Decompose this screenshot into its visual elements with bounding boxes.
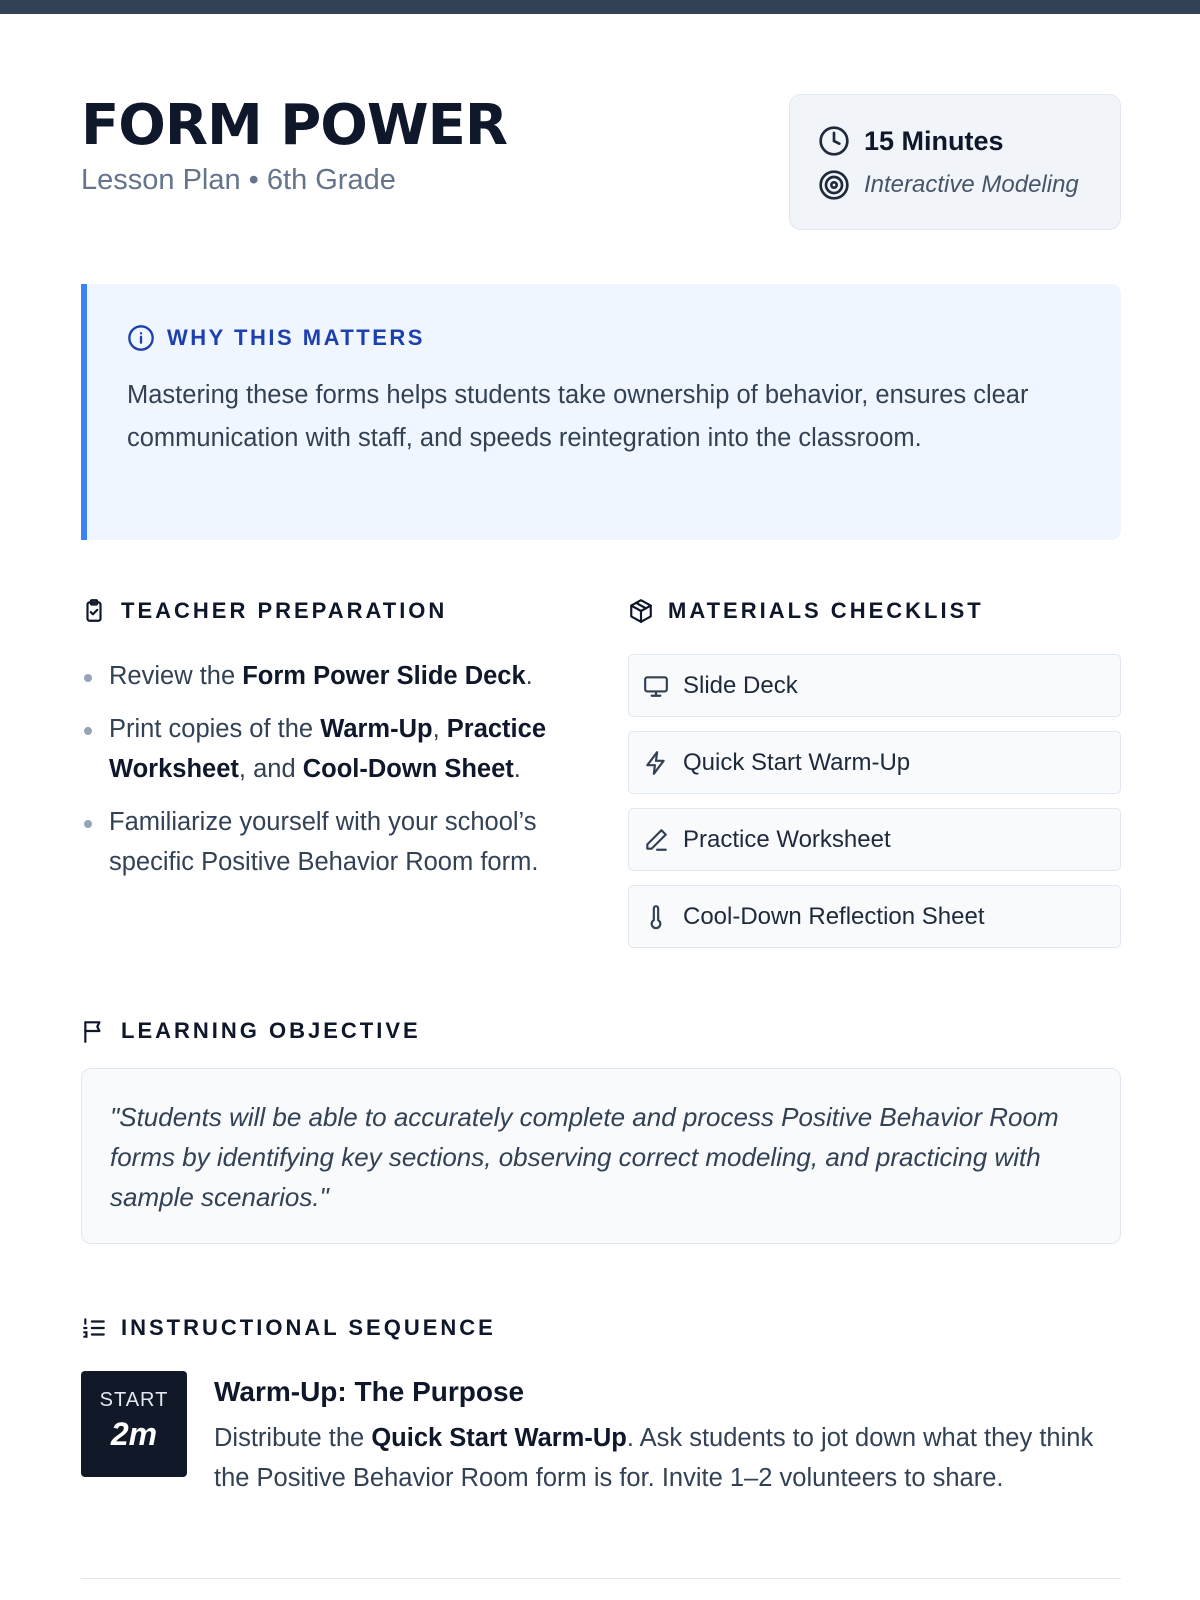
learning-objective-title: LEARNING OBJECTIVE xyxy=(121,1018,421,1043)
list-ordered-icon xyxy=(81,1315,107,1341)
step-desc-text: Distribute the xyxy=(214,1424,372,1452)
step-desc-bold: Quick Start Warm-Up xyxy=(371,1424,627,1452)
format-row xyxy=(818,169,1079,201)
lesson-meta-card xyxy=(789,94,1121,230)
material-warm-up[interactable] xyxy=(628,731,1121,794)
lesson-format: Interactive Modeling xyxy=(864,171,1079,198)
callout-title: WHY THIS MATTERS xyxy=(167,325,425,350)
prep-bold: Form Power Slide Deck xyxy=(242,662,526,690)
step-time-badge xyxy=(81,1371,187,1477)
why-this-matters-callout xyxy=(81,284,1121,540)
clipboard-check-icon xyxy=(81,598,107,624)
prep-text: Review the xyxy=(109,662,243,690)
info-icon xyxy=(127,324,155,352)
clock-icon xyxy=(818,125,850,157)
instructional-sequence-heading xyxy=(81,1315,496,1341)
prep-bold: Warm-Up xyxy=(320,715,433,743)
lesson-header xyxy=(81,94,1121,234)
page-subtitle: Lesson Plan • 6th Grade xyxy=(81,164,396,196)
material-label: Cool-Down Reflection Sheet xyxy=(683,902,985,930)
divider xyxy=(81,1578,1121,1579)
material-practice-worksheet[interactable] xyxy=(628,808,1121,871)
prep-text: . xyxy=(513,755,521,783)
list-item xyxy=(81,656,581,696)
materials-heading xyxy=(628,598,984,624)
instructional-sequence-title: INSTRUCTIONAL SEQUENCE xyxy=(121,1315,496,1340)
pencil-icon xyxy=(643,827,669,853)
list-item xyxy=(81,709,581,789)
monitor-icon xyxy=(643,673,669,699)
duration-row xyxy=(818,125,1004,157)
page-title: FORM POWER xyxy=(81,93,507,158)
step-label: START xyxy=(99,1389,169,1411)
learning-objective-text: "Students will be able to accurately complete and process Positive Behavior Room forms by identifying key sections, observing correct modeling, and practicing with sample scenarios." xyxy=(110,1102,1059,1212)
lesson-duration: 15 Minutes xyxy=(864,125,1004,156)
learning-objective-heading xyxy=(81,1018,421,1044)
materials-list xyxy=(628,654,1121,962)
teacher-prep-list xyxy=(81,656,581,895)
step-desc-text: . Ask students to jot down what they think the Positive Behavior Room form is for. Invite 1–2 volunteers to share. xyxy=(214,1424,1094,1492)
bullet xyxy=(84,674,92,682)
lightning-icon xyxy=(643,750,669,776)
bullet xyxy=(84,820,92,828)
flag-icon xyxy=(81,1018,107,1044)
teacher-prep-title: TEACHER PREPARATION xyxy=(121,598,448,623)
bullet xyxy=(84,727,92,735)
prep-bold: Practice Worksheet xyxy=(109,715,547,783)
materials-title: MATERIALS CHECKLIST xyxy=(668,598,984,623)
prep-text: Print copies of the xyxy=(109,715,321,743)
prep-bold: Cool-Down Sheet xyxy=(302,755,514,783)
callout-header xyxy=(127,324,425,352)
step-description xyxy=(214,1418,1114,1498)
material-label: Quick Start Warm-Up xyxy=(683,748,911,776)
step-title: Warm-Up: The Purpose xyxy=(214,1376,525,1407)
material-label: Slide Deck xyxy=(683,671,798,699)
material-label: Practice Worksheet xyxy=(683,825,891,853)
prep-text: , and xyxy=(238,755,303,783)
material-cool-down[interactable] xyxy=(628,885,1121,948)
prep-text: , xyxy=(432,715,447,743)
teacher-prep-heading xyxy=(81,598,447,624)
top-bar xyxy=(0,0,1200,14)
step-time: 2m xyxy=(110,1416,158,1452)
list-item xyxy=(81,802,581,882)
learning-objective-box xyxy=(81,1068,1121,1244)
material-slide-deck[interactable] xyxy=(628,654,1121,717)
prep-text: Familiarize yourself with your school’s specific Positive Behavior Room form. xyxy=(109,808,539,876)
box-icon xyxy=(628,598,654,624)
prep-text: . xyxy=(525,662,533,690)
callout-body: Mastering these forms helps students take ownership of behavior, ensures clear communication with staff, and speeds reintegration into the classroom. xyxy=(127,381,1029,452)
target-icon xyxy=(818,169,850,201)
thermometer-icon xyxy=(643,904,669,930)
